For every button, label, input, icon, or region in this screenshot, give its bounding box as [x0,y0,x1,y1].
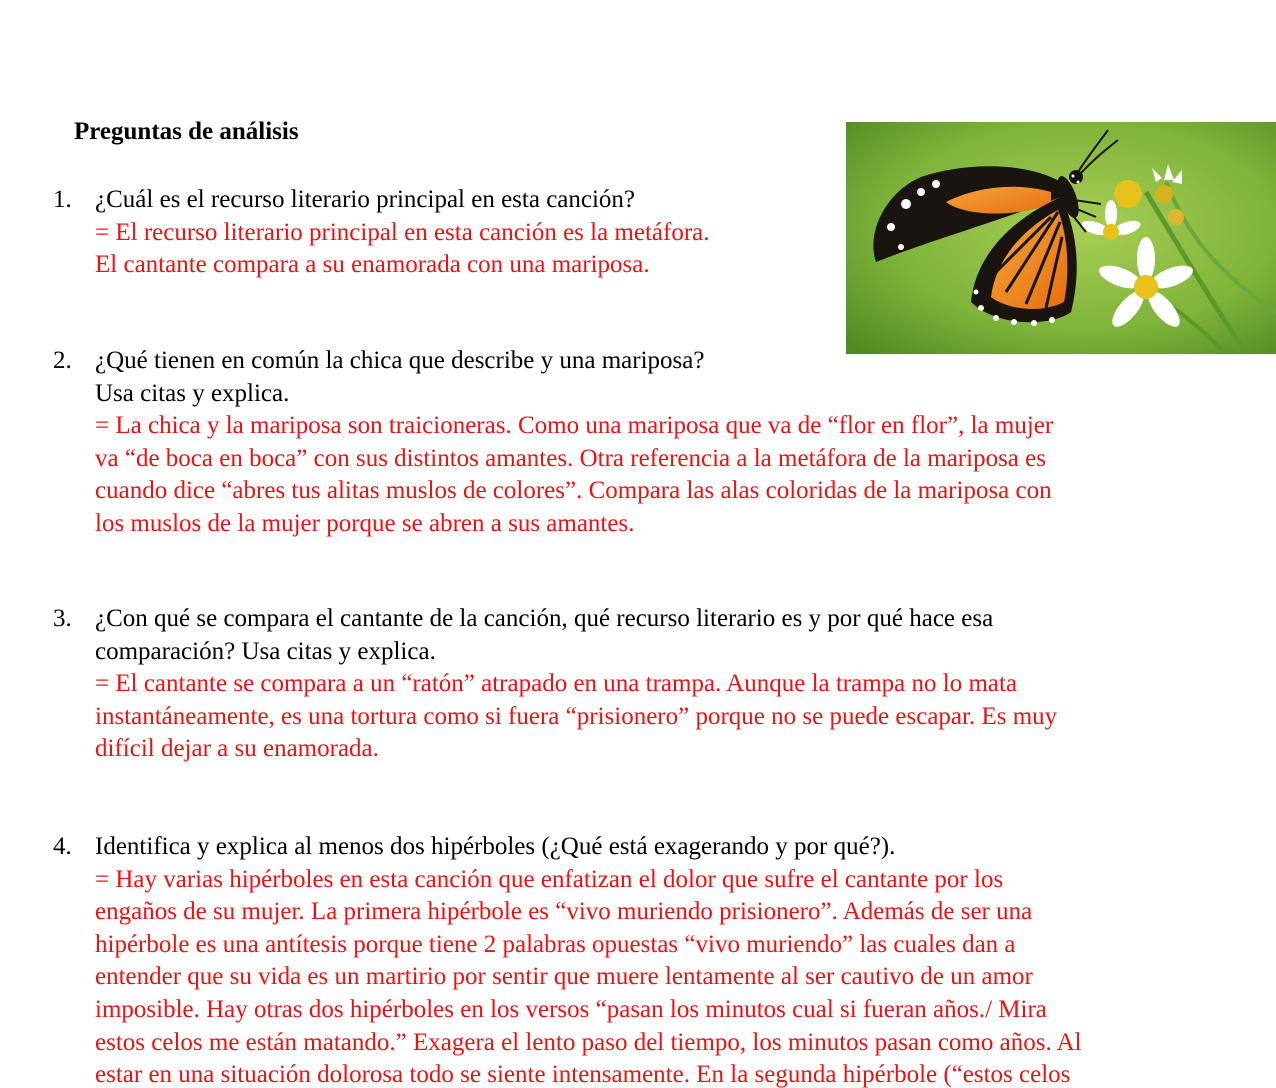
answer-text: = El recurso literario principal en esta canción es la metáfora. El cantante compara a su enamorada con una mariposa. [95,218,710,279]
question-number: 2. [53,347,72,374]
question-text: ¿Cuál es el recurso literario principal en esta canción? [95,186,636,213]
answer-text: = El cantante se compara a un “ratón” atrapado en una trampa. Aunque la trampa no lo mata instantáneamente, es una tortura como si fuera “prisionero” porque no se puede escapar. Es muy difícil dejar a su enamorada. [95,670,1058,763]
question-number: 3. [53,605,72,632]
question-text: ¿Con qué se compara el cantante de la canción, qué recurso literario es y por qué hace esa comparación? Usa citas y explica. [95,605,994,665]
question-number: 4. [53,833,72,860]
page-title: Preguntas de análisis [74,118,299,145]
answer-text: = La chica y la mariposa son traicioneras. Como una mariposa que va de “flor en flor”, la mujer va “de boca en boca” con sus distintos amantes. Otra referencia a la metáfora de la mariposa es cuando dice “abres tus alitas muslos de colores”. Compara las alas coloridas de la mariposa con los muslos de la mujer porque se abren a sus amantes. [95,412,1054,537]
question-text: Identifica y explica al menos dos hipérboles (¿Qué está exagerando y por qué?). [95,833,896,860]
question-text: ¿Qué tienen en común la chica que describe y una mariposa? Usa citas y explica. [95,347,705,407]
answer-text: = Hay varias hipérboles en esta canción que enfatizan el dolor que sufre el cantante por los engaños de su mujer. La primera hipérbole es “vivo muriendo prisionero”. Además de ser una hipérbole es una antítesis porque tiene 2 palabras opuestas “vivo muriendo” las cuales dan a entender que su vida es un martirio por sentir que muere lentamente al ser cautivo de un amor imposible. Hay otras dos hipérboles en los versos “pasan los minutos cual si fueran años./ Mira estos celos me están matando.” Exagera el lento paso del tiempo, los minutos pasan como años. Al estar en una situación dolorosa todo se siente intensamente. En la segunda hipérbole (“estos celos [95,865,1082,1088]
question-number: 1. [53,186,72,213]
